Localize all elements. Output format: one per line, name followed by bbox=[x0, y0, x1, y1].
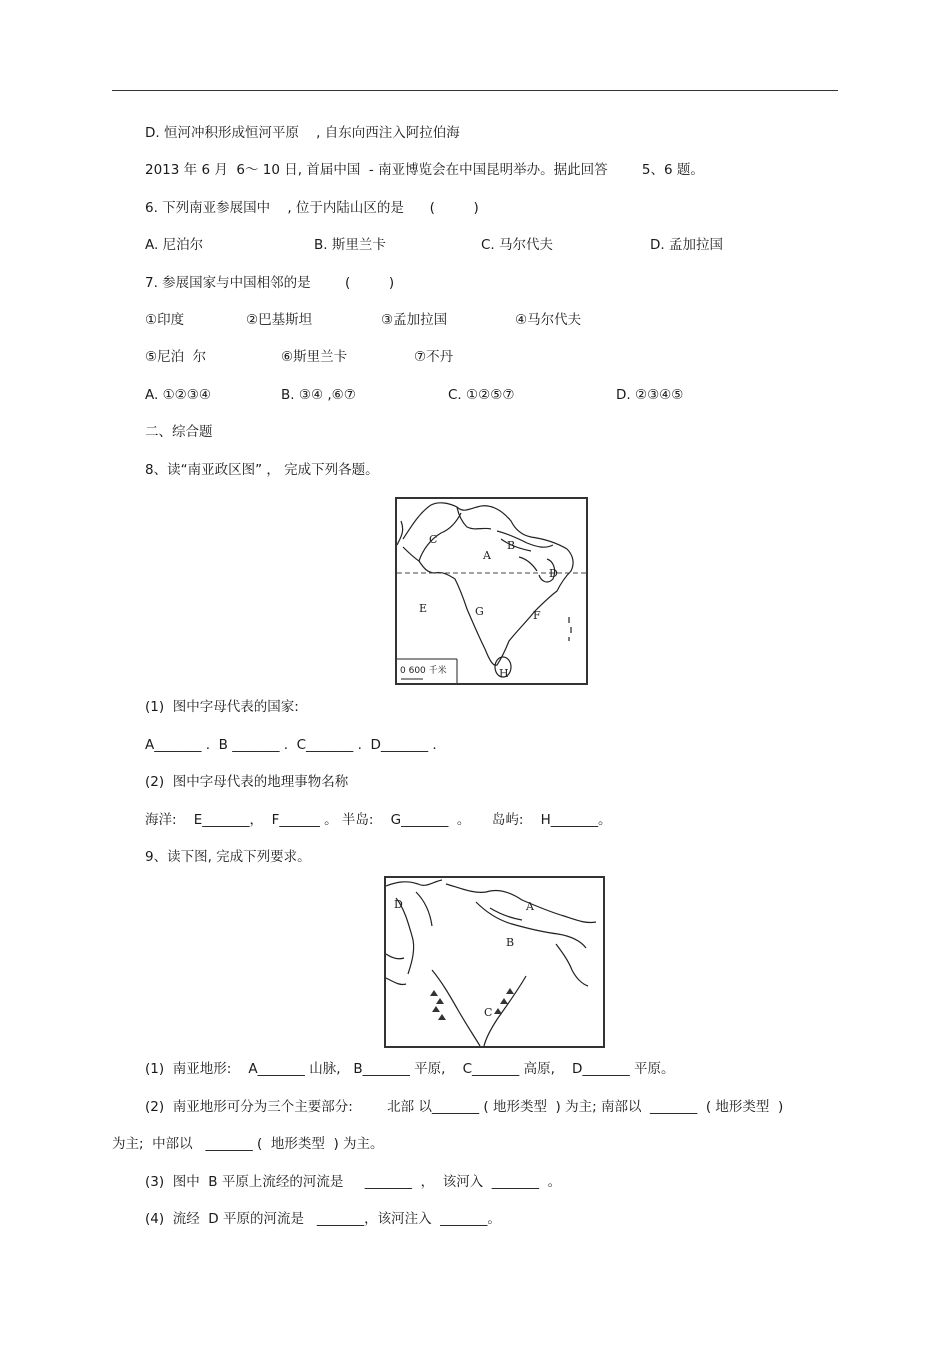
q6-option-a: A. 尼泊尔 bbox=[145, 237, 204, 253]
q7-item-4: ④马尔代夫 bbox=[515, 312, 582, 328]
q9-part-3: (3) 图中 B 平原上流经的河流是 _______ ， 该河入 _______ 。 bbox=[145, 1174, 562, 1190]
q7-option-c: C. ①②⑤⑦ bbox=[448, 387, 515, 403]
q9-part-4: (4) 流经 D 平原的河流是 _______，该河注入 _______。 bbox=[145, 1211, 501, 1227]
map1-label-h: H bbox=[499, 667, 509, 680]
map1-label-e: E bbox=[419, 602, 428, 615]
map1-label-b: B bbox=[507, 539, 516, 552]
question-7: 7. 参展国家与中国相邻的是 ( ) bbox=[145, 275, 395, 291]
option-d-text: D. 恒河冲积形成恒河平原 , 自东向西注入阿拉伯海 bbox=[145, 125, 460, 141]
map2-label-d: D bbox=[394, 898, 403, 911]
map1-label-d: D bbox=[549, 567, 558, 580]
q7-option-a: A. ①②③④ bbox=[145, 387, 211, 403]
q8-part-1: (1) 图中字母代表的国家: bbox=[145, 699, 299, 715]
q6-option-b: B. 斯里兰卡 bbox=[314, 237, 386, 253]
south-asia-political-map bbox=[395, 497, 588, 685]
q7-item-2: ②巴基斯坦 bbox=[246, 312, 313, 328]
q9-part-2-line1: (2) 南亚地形可分为三个主要部分: 北部 以_______ ( 地形类型 ) 为主; 南部以 _______ ( 地形类型 ) bbox=[145, 1099, 784, 1115]
map2-label-b: B bbox=[506, 936, 515, 949]
q6-option-d: D. 孟加拉国 bbox=[650, 237, 723, 253]
map1-scale: 0 600 千米 bbox=[400, 666, 447, 676]
map2-label-a: A bbox=[526, 900, 534, 913]
q7-item-3: ③孟加拉国 bbox=[381, 312, 448, 328]
q6-option-c: C. 马尔代夫 bbox=[481, 237, 554, 253]
q7-item-5: ⑤尼泊 尔 bbox=[145, 349, 207, 365]
map1-label-f: F bbox=[533, 609, 541, 622]
q7-item-7: ⑦不丹 bbox=[414, 349, 454, 365]
map1-label-c: C bbox=[429, 533, 438, 546]
map1-label-g: G bbox=[475, 605, 484, 618]
map1-label-a: A bbox=[483, 549, 491, 562]
section-heading: 二、综合题 bbox=[145, 424, 213, 440]
question-9: 9、读下图, 完成下列要求。 bbox=[145, 849, 311, 865]
q7-item-1: ①印度 bbox=[145, 312, 185, 328]
q8-part-1-blanks: A_______ . B _______ . C_______ . D_______ . bbox=[145, 737, 437, 753]
q7-option-b: B. ③④ ,⑥⑦ bbox=[281, 387, 356, 403]
q8-part-2-blanks: 海洋: E_______， F______ 。 半岛: G_______ 。 岛屿: H_______。 bbox=[145, 812, 612, 828]
q7-item-6: ⑥斯里兰卡 bbox=[281, 349, 348, 365]
q9-part-2-line2: 为主; 中部以 _______ ( 地形类型 ) 为主。 bbox=[112, 1136, 384, 1152]
map2-label-c: C bbox=[484, 1006, 493, 1019]
south-asia-terrain-map bbox=[384, 876, 605, 1048]
q7-option-d: D. ②③④⑤ bbox=[616, 387, 684, 403]
header-rule bbox=[112, 90, 838, 91]
context-text: 2013 年 6 月 6～ 10 日, 首届中国 - 南亚博览会在中国昆明举办。据此回答 5、6 题。 bbox=[145, 162, 704, 178]
q8-part-2: (2) 图中字母代表的地理事物名称 bbox=[145, 774, 349, 790]
q9-part-1: (1) 南亚地形: A_______ 山脉, B_______ 平原, C_______ 高原, D_______ 平原。 bbox=[145, 1061, 675, 1077]
question-8: 8、读“南亚政区图” ， 完成下列各题。 bbox=[145, 462, 379, 478]
question-6: 6. 下列南亚参展国中 , 位于内陆山区的是 ( ) bbox=[145, 200, 479, 216]
